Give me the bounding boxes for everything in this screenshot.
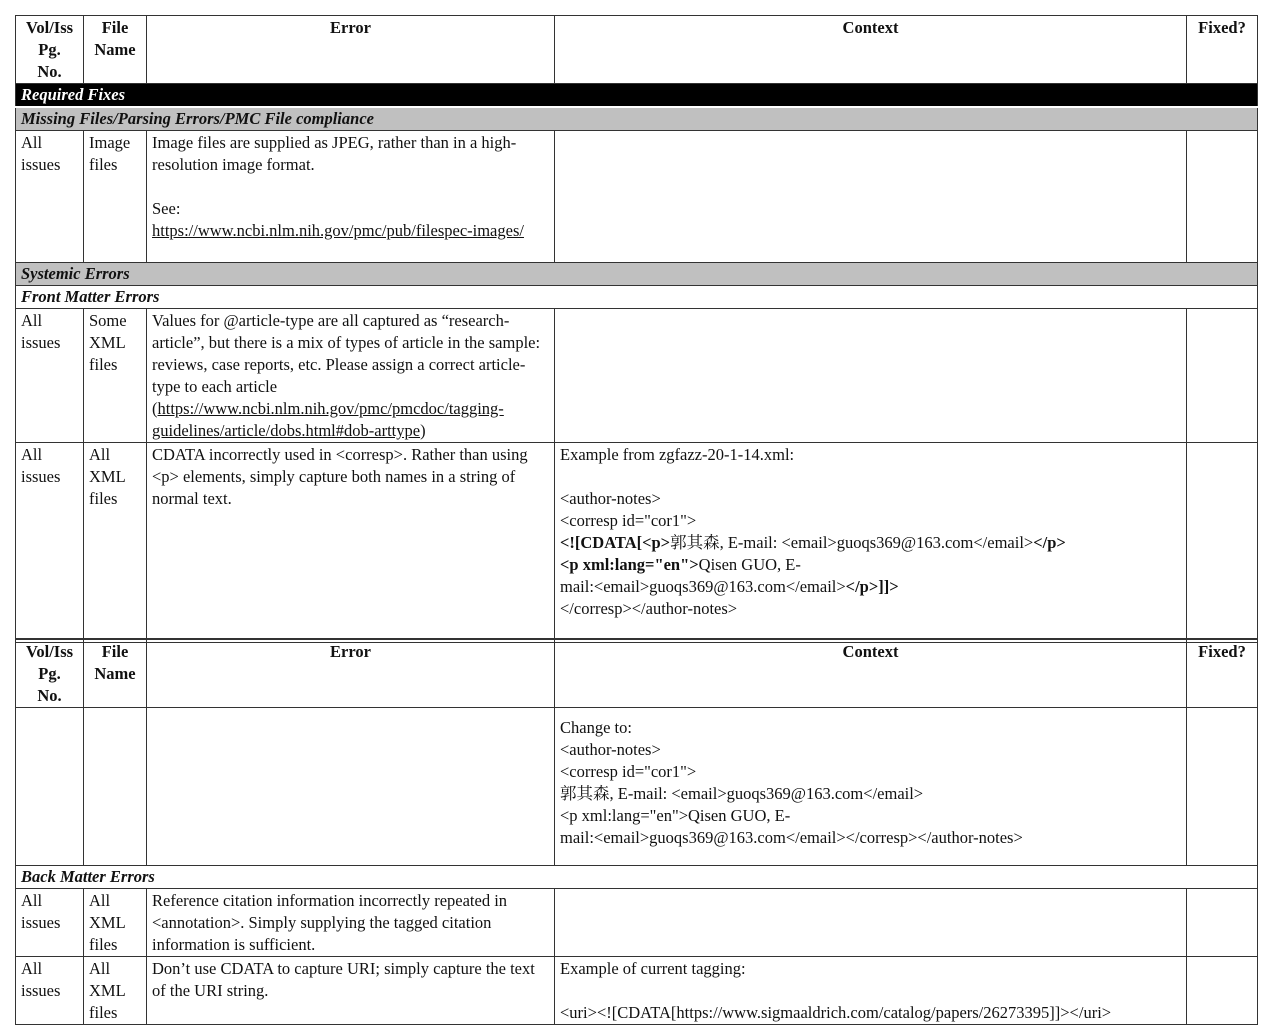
code-line: <author-notes> bbox=[560, 740, 661, 759]
table-row bbox=[16, 309, 1258, 443]
vol-cell bbox=[16, 443, 84, 643]
cell-text: Image bbox=[89, 133, 131, 152]
header-error: Error bbox=[147, 639, 555, 708]
header-fixed: Fixed? bbox=[1187, 639, 1258, 708]
cell-text: issues bbox=[21, 467, 61, 486]
header-text: No. bbox=[37, 62, 62, 81]
section-required-fixes bbox=[16, 84, 1258, 108]
context-cell bbox=[555, 957, 1187, 1025]
error-cell bbox=[147, 309, 555, 443]
header-row bbox=[16, 16, 1258, 84]
header-text: No. bbox=[37, 686, 62, 705]
cell-text: All bbox=[89, 891, 111, 910]
header-fixed: Fixed? bbox=[1187, 16, 1258, 84]
code-line bbox=[560, 554, 1181, 576]
cell-text: issues bbox=[21, 333, 61, 352]
fixed-cell[interactable] bbox=[1187, 708, 1258, 866]
cell-text: XML bbox=[89, 913, 126, 932]
code-line: </corresp></author-notes> bbox=[560, 599, 738, 618]
code-bold: </p>]]> bbox=[845, 577, 899, 596]
file-cell bbox=[84, 443, 147, 643]
error-cell: CDATA incorrectly used in <corresp>. Rather than using <p> elements, simply capture both names in a string of normal text. bbox=[147, 443, 555, 643]
section-title: Missing Files/Parsing Errors/PMC File compliance bbox=[16, 107, 1258, 131]
code-line: 郭其森, E-mail: <email>guoqs369@163.com</email> bbox=[560, 784, 924, 803]
vol-cell bbox=[16, 957, 84, 1025]
header-row bbox=[16, 639, 1258, 708]
table-row bbox=[16, 957, 1258, 1025]
table-row bbox=[16, 889, 1258, 957]
context-cell bbox=[555, 889, 1187, 957]
cell-text: files bbox=[89, 489, 118, 508]
vol-cell bbox=[16, 708, 84, 866]
code-line: <author-notes> bbox=[560, 489, 661, 508]
error-cell bbox=[147, 708, 555, 866]
code-text: 郭其森, E-mail: <email>guoqs369@163.com</email> bbox=[670, 533, 1034, 552]
header-context: Context bbox=[555, 639, 1187, 708]
cell-text: All bbox=[89, 959, 111, 978]
error-report-table-page1 bbox=[15, 15, 1258, 643]
header-text: Vol/Iss bbox=[25, 642, 74, 661]
code-line bbox=[560, 576, 1181, 598]
cell-text: Some bbox=[89, 311, 127, 330]
cell-text: All bbox=[21, 891, 43, 910]
error-text: Values for @article-type are all captured as “research-article”, but there is a mix of types of article in the sample: reviews, case reports, etc. Please assign a correct article-type to each article ( bbox=[152, 311, 541, 418]
code-line: <corresp id="cor1"> bbox=[560, 511, 697, 530]
error-report-table-page2 bbox=[15, 638, 1258, 1025]
cell-text: XML bbox=[89, 467, 126, 486]
cell-text: files bbox=[89, 1003, 118, 1022]
spacer bbox=[560, 466, 1181, 488]
vol-cell bbox=[16, 309, 84, 443]
table-row bbox=[16, 443, 1258, 643]
cell-text: All bbox=[21, 133, 43, 152]
header-vol-iss bbox=[16, 639, 84, 708]
cell-text: issues bbox=[21, 913, 61, 932]
code-bold: <![CDATA[<p> bbox=[560, 533, 671, 552]
header-error: Error bbox=[147, 16, 555, 84]
cell-text: issues bbox=[21, 981, 61, 1000]
section-title: Required Fixes bbox=[16, 84, 1258, 108]
code-line: <corresp id="cor1"> bbox=[560, 762, 697, 781]
header-text: Name bbox=[94, 664, 136, 683]
header-context: Context bbox=[555, 16, 1187, 84]
vol-cell bbox=[16, 889, 84, 957]
code-line: mail:<email>guoqs369@163.com</email></corresp></author-notes> bbox=[560, 828, 1023, 847]
error-text: Image files are supplied as JPEG, rather than in a high-resolution image format. bbox=[152, 133, 517, 174]
header-text: Pg. bbox=[38, 40, 61, 59]
fixed-cell[interactable] bbox=[1187, 889, 1258, 957]
file-cell bbox=[84, 957, 147, 1025]
context-intro: Change to: bbox=[560, 718, 632, 737]
cell-text: files bbox=[89, 935, 118, 954]
fixed-cell[interactable] bbox=[1187, 957, 1258, 1025]
cell-text: All bbox=[21, 959, 43, 978]
header-file-name bbox=[84, 639, 147, 708]
cell-text: issues bbox=[21, 155, 61, 174]
header-text: Vol/Iss bbox=[25, 18, 74, 37]
see-label: See: bbox=[152, 199, 181, 218]
file-cell bbox=[84, 889, 147, 957]
cell-text: files bbox=[89, 155, 118, 174]
section-back-matter bbox=[16, 866, 1258, 889]
header-text: File bbox=[101, 642, 129, 661]
fixed-cell[interactable] bbox=[1187, 131, 1258, 263]
section-title: Systemic Errors bbox=[16, 263, 1258, 286]
header-text: Name bbox=[94, 40, 136, 59]
spacer bbox=[560, 980, 1181, 1002]
code-bold: <p xml:lang="en"> bbox=[560, 555, 699, 574]
section-title: Back Matter Errors bbox=[16, 866, 1258, 889]
section-title: Front Matter Errors bbox=[16, 286, 1258, 309]
table-row bbox=[16, 131, 1258, 263]
cell-text: files bbox=[89, 355, 118, 374]
section-front-matter bbox=[16, 286, 1258, 309]
code-line: <p xml:lang="en">Qisen GUO, E- bbox=[560, 806, 791, 825]
cell-text: All bbox=[21, 311, 43, 330]
cell-text: All bbox=[21, 445, 43, 464]
context-intro: Example of current tagging: bbox=[560, 959, 746, 978]
context-cell bbox=[555, 443, 1187, 643]
code-text: mail:<email>guoqs369@163.com</email> bbox=[560, 577, 846, 596]
error-cell bbox=[147, 131, 555, 263]
file-cell bbox=[84, 131, 147, 263]
context-cell bbox=[555, 309, 1187, 443]
header-vol-iss bbox=[16, 16, 84, 84]
file-cell bbox=[84, 708, 147, 866]
file-cell bbox=[84, 309, 147, 443]
section-missing-files bbox=[16, 107, 1258, 131]
vol-cell bbox=[16, 131, 84, 263]
fixed-cell[interactable] bbox=[1187, 443, 1258, 643]
context-intro: Example from zgfazz-20-1-14.xml: bbox=[560, 445, 795, 464]
section-systemic-errors bbox=[16, 263, 1258, 286]
tagging-guidelines-link[interactable]: https://www.ncbi.nlm.nih.gov/pmc/pmcdoc/tagging-guidelines/article/dobs.html#dob-arttype bbox=[152, 399, 504, 440]
header-file-name bbox=[84, 16, 147, 84]
code-text: Qisen GUO, E- bbox=[698, 555, 801, 574]
cell-text: XML bbox=[89, 333, 126, 352]
spacer bbox=[152, 176, 549, 198]
error-text: ) bbox=[420, 421, 426, 440]
cell-text: XML bbox=[89, 981, 126, 1000]
code-line bbox=[560, 532, 1181, 554]
cell-text: All bbox=[89, 445, 111, 464]
fixed-cell[interactable] bbox=[1187, 309, 1258, 443]
context-cell bbox=[555, 131, 1187, 263]
header-text: File bbox=[101, 18, 129, 37]
header-text: Pg. bbox=[38, 664, 61, 683]
context-cell bbox=[555, 708, 1187, 866]
code-line: <uri><![CDATA[https://www.sigmaaldrich.com/catalog/papers/26273395]]></uri> bbox=[560, 1003, 1112, 1022]
code-bold: </p> bbox=[1033, 533, 1066, 552]
error-cell: Reference citation information incorrectly repeated in <annotation>. Simply supplying the tagged citation information is sufficient. bbox=[147, 889, 555, 957]
table-row bbox=[16, 708, 1258, 866]
error-cell: Don’t use CDATA to capture URI; simply capture the text of the URI string. bbox=[147, 957, 555, 1025]
filespec-images-link[interactable]: https://www.ncbi.nlm.nih.gov/pmc/pub/filespec-images/ bbox=[152, 221, 524, 240]
